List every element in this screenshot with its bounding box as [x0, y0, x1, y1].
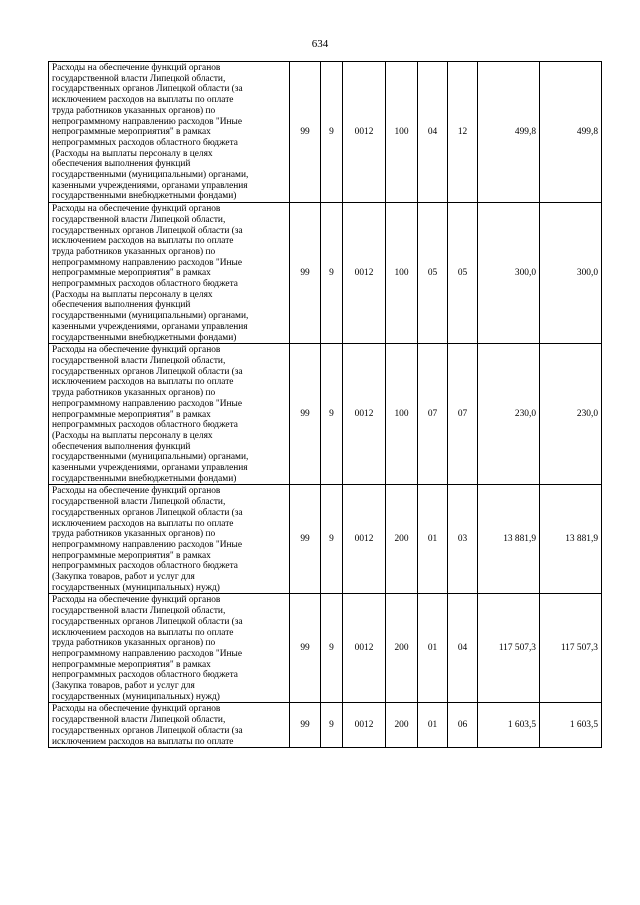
- table-row: [49, 62, 602, 203]
- table-row: [49, 594, 602, 703]
- description-line: обеспечения выполнения функций: [52, 159, 191, 170]
- description-line: государственными внебюджетными фондами): [52, 191, 237, 202]
- description-line: непрограммные мероприятия" в рамках: [52, 409, 211, 420]
- description-line: государственной власти Липецкой области,: [52, 214, 226, 225]
- description-line: труда работников указанных органов) по: [52, 638, 216, 649]
- description-line: обеспечения выполнения функций: [52, 300, 191, 311]
- code-cell-4: 100: [386, 344, 418, 485]
- amount-cell-2: 499,8: [540, 62, 602, 203]
- code-cell-4: 200: [386, 594, 418, 703]
- description-line: непрограммному направлению расходов "Иные: [52, 539, 242, 550]
- amount-cell-2: 300,0: [540, 203, 602, 344]
- code-cell-5: 05: [418, 203, 448, 344]
- code-cell-3: 0012: [343, 62, 386, 203]
- description-cell: [49, 703, 290, 748]
- description-line: Расходы на обеспечение функций органов: [52, 63, 221, 73]
- code-cell-4: 200: [386, 485, 418, 594]
- description-cell: [49, 203, 290, 344]
- code-cell-1: 99: [290, 485, 321, 594]
- amount-cell-1: 230,0: [478, 344, 540, 485]
- code-cell-3: 0012: [343, 703, 386, 748]
- code-cell-3: 0012: [343, 344, 386, 485]
- amount-cell-1: 13 881,9: [478, 485, 540, 594]
- code-cell-1: 99: [290, 344, 321, 485]
- code-cell-4: 200: [386, 703, 418, 748]
- description-line: труда работников указанных органов) по: [52, 388, 216, 399]
- description-line: непрограммные мероприятия" в рамках: [52, 268, 211, 279]
- description-cell: [49, 485, 290, 594]
- table-row: [49, 203, 602, 344]
- description-line: государственных (муниципальных) нужд): [52, 582, 220, 593]
- description-cell: [49, 594, 290, 703]
- description-line: Расходы на обеспечение функций органов: [52, 204, 221, 215]
- description-line: государственных органов Липецкой области (за: [52, 725, 243, 736]
- code-cell-5: 07: [418, 344, 448, 485]
- description-line: (Закупка товаров, работ и услуг для: [52, 681, 195, 692]
- description-line: государственных органов Липецкой области (за: [52, 366, 243, 377]
- description-line: непрограммных расходов областного бюджета: [52, 420, 238, 431]
- description-line: Расходы на обеспечение функций органов: [52, 595, 221, 606]
- amount-cell-1: 499,8: [478, 62, 540, 203]
- description-line: (Расходы на выплаты персоналу в целях: [52, 148, 213, 159]
- description-line: (Расходы на выплаты персоналу в целях: [52, 289, 213, 300]
- code-cell-6: 04: [448, 594, 478, 703]
- description-line: непрограммных расходов областного бюджета: [52, 561, 238, 572]
- code-cell-1: 99: [290, 594, 321, 703]
- description-line: исключением расходов на выплаты по оплате: [52, 377, 234, 388]
- description-line: непрограммные мероприятия" в рамках: [52, 550, 211, 561]
- code-cell-2: 9: [321, 203, 343, 344]
- description-line: государственных (муниципальных) нужд): [52, 691, 220, 702]
- amount-cell-2: 13 881,9: [540, 485, 602, 594]
- description-line: исключением расходов на выплаты по оплате: [52, 95, 234, 106]
- description-line: государственными (муниципальными) органами,: [52, 170, 249, 181]
- table-row: [49, 703, 602, 748]
- description-line: труда работников указанных органов) по: [52, 246, 216, 257]
- code-cell-2: 9: [321, 594, 343, 703]
- code-cell-4: 100: [386, 62, 418, 203]
- code-cell-6: 12: [448, 62, 478, 203]
- code-cell-4: 100: [386, 203, 418, 344]
- amount-cell-1: 300,0: [478, 203, 540, 344]
- description-line: исключением расходов на выплаты по оплате: [52, 236, 234, 247]
- code-cell-5: 01: [418, 703, 448, 748]
- description-line: исключением расходов на выплаты по оплате: [52, 736, 234, 747]
- description-line: государственной власти Липецкой области,: [52, 497, 226, 508]
- table-row: [49, 485, 602, 594]
- code-cell-6: 05: [448, 203, 478, 344]
- amount-cell-1: 1 603,5: [478, 703, 540, 748]
- code-cell-3: 0012: [343, 485, 386, 594]
- description-line: исключением расходов на выплаты по оплате: [52, 518, 234, 529]
- code-cell-1: 99: [290, 703, 321, 748]
- description-line: непрограммные мероприятия" в рамках: [52, 659, 211, 670]
- description-line: государственными внебюджетными фондами): [52, 332, 237, 343]
- code-cell-2: 9: [321, 703, 343, 748]
- description-line: государственных органов Липецкой области (за: [52, 507, 243, 518]
- description-line: (Расходы на выплаты персоналу в целях: [52, 430, 213, 441]
- description-line: непрограммному направлению расходов "Иные: [52, 648, 242, 659]
- code-cell-2: 9: [321, 62, 343, 203]
- code-cell-3: 0012: [343, 203, 386, 344]
- code-cell-5: 04: [418, 62, 448, 203]
- description-line: непрограммному направлению расходов "Иные: [52, 257, 242, 268]
- description-line: государственными (муниципальными) органами,: [52, 452, 249, 463]
- code-cell-1: 99: [290, 62, 321, 203]
- code-cell-5: 01: [418, 594, 448, 703]
- code-cell-6: 07: [448, 344, 478, 485]
- description-line: государственными внебюджетными фондами): [52, 473, 237, 484]
- page-number: 634: [311, 38, 329, 50]
- code-cell-5: 01: [418, 485, 448, 594]
- code-cell-2: 9: [321, 485, 343, 594]
- table-row: [49, 344, 602, 485]
- description-line: Расходы на обеспечение функций органов: [52, 345, 221, 356]
- description-line: государственной власти Липецкой области,: [52, 715, 226, 726]
- code-cell-2: 9: [321, 344, 343, 485]
- description-line: непрограммных расходов областного бюджета: [52, 137, 238, 148]
- description-line: государственной власти Липецкой области,: [52, 355, 226, 366]
- description-line: государственных органов Липецкой области (за: [52, 225, 243, 236]
- description-line: Расходы на обеспечение функций органов: [52, 486, 221, 497]
- description-cell: [49, 344, 290, 485]
- budget-table: [48, 61, 602, 748]
- description-line: непрограммные мероприятия" в рамках: [52, 127, 211, 138]
- description-line: казенными учреждениями, органами управления: [52, 321, 248, 332]
- amount-cell-2: 117 507,3: [540, 594, 602, 703]
- description-line: государственных органов Липецкой области (за: [52, 84, 243, 95]
- description-line: Расходы на обеспечение функций органов: [52, 704, 221, 715]
- code-cell-1: 99: [290, 203, 321, 344]
- description-line: исключением расходов на выплаты по оплате: [52, 627, 234, 638]
- description-line: государственных органов Липецкой области (за: [52, 616, 243, 627]
- code-cell-3: 0012: [343, 594, 386, 703]
- description-line: труда работников указанных органов) по: [52, 105, 216, 116]
- description-line: государственными (муниципальными) органами,: [52, 311, 249, 322]
- code-cell-6: 03: [448, 485, 478, 594]
- description-line: обеспечения выполнения функций: [52, 441, 191, 452]
- description-line: казенными учреждениями, органами управления: [52, 463, 248, 474]
- description-line: (Закупка товаров, работ и услуг для: [52, 572, 195, 583]
- amount-cell-1: 117 507,3: [478, 594, 540, 703]
- description-line: труда работников указанных органов) по: [52, 529, 216, 540]
- description-line: непрограммному направлению расходов "Иные: [52, 398, 242, 409]
- description-cell: [49, 62, 290, 203]
- description-line: государственной власти Липецкой области,: [52, 73, 226, 84]
- description-line: государственной власти Липецкой области,: [52, 606, 226, 617]
- amount-cell-2: 1 603,5: [540, 703, 602, 748]
- description-line: казенными учреждениями, органами управления: [52, 180, 248, 191]
- amount-cell-2: 230,0: [540, 344, 602, 485]
- description-line: непрограммных расходов областного бюджета: [52, 670, 238, 681]
- code-cell-6: 06: [448, 703, 478, 748]
- description-line: непрограммных расходов областного бюджета: [52, 279, 238, 290]
- description-line: непрограммному направлению расходов "Иные: [52, 116, 242, 127]
